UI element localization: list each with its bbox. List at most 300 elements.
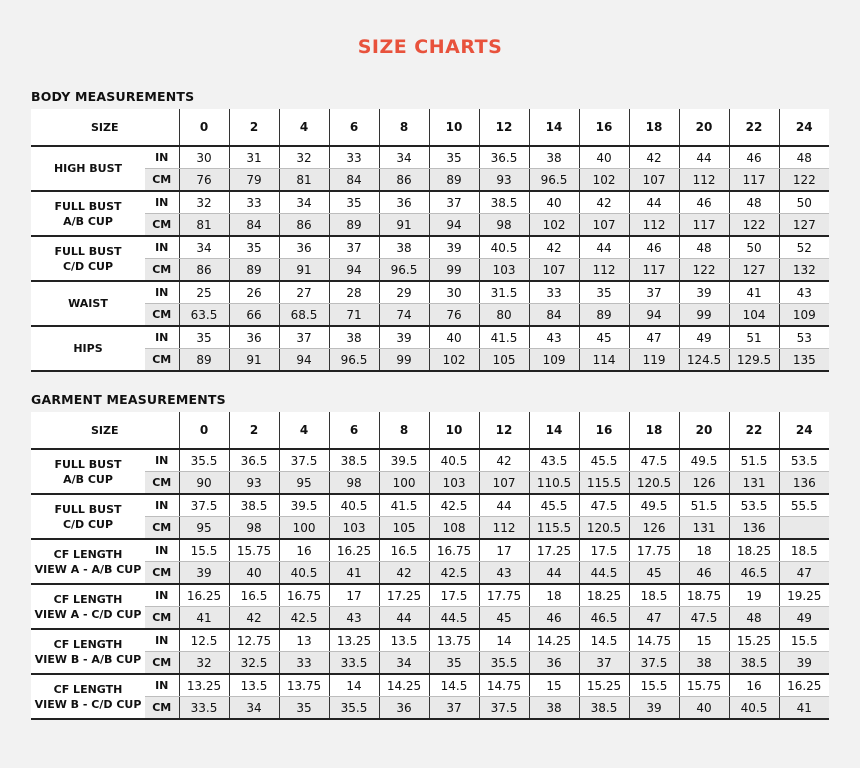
size-header-cell: 6 bbox=[329, 109, 379, 146]
value-cell: 40 bbox=[529, 191, 579, 214]
value-cell: 37 bbox=[429, 191, 479, 214]
value-cell: 94 bbox=[329, 259, 379, 282]
value-cell: 46 bbox=[729, 146, 779, 169]
value-cell: 42 bbox=[379, 562, 429, 585]
measurement-label-line: A/B CUP bbox=[63, 214, 113, 228]
value-cell: 38.5 bbox=[479, 191, 529, 214]
value-cell: 112 bbox=[629, 214, 679, 237]
size-header-cell: 2 bbox=[229, 412, 279, 449]
measurement-label-line: FULL BUST bbox=[54, 502, 122, 516]
value-cell: 14.5 bbox=[579, 629, 629, 652]
measurement-label bbox=[31, 146, 145, 191]
value-cell: 46.5 bbox=[729, 562, 779, 585]
value-cell: 94 bbox=[279, 349, 329, 372]
measurement-label bbox=[31, 494, 145, 539]
value-cell: 122 bbox=[729, 214, 779, 237]
value-cell: 18.25 bbox=[729, 539, 779, 562]
value-cell: 89 bbox=[429, 169, 479, 192]
value-cell: 81 bbox=[279, 169, 329, 192]
measurement-label-line: FULL BUST bbox=[54, 457, 122, 471]
value-cell: 48 bbox=[679, 236, 729, 259]
value-cell: 104 bbox=[729, 304, 779, 327]
value-cell: 50 bbox=[779, 191, 829, 214]
value-cell: 129.5 bbox=[729, 349, 779, 372]
value-cell: 33.5 bbox=[179, 697, 229, 720]
measurement-label bbox=[31, 236, 145, 281]
value-cell: 44 bbox=[579, 236, 629, 259]
value-cell: 49 bbox=[679, 326, 729, 349]
value-cell: 35 bbox=[329, 191, 379, 214]
value-cell: 45 bbox=[479, 607, 529, 630]
value-cell: 117 bbox=[629, 259, 679, 282]
value-cell: 49 bbox=[779, 607, 829, 630]
value-cell: 39.5 bbox=[279, 494, 329, 517]
value-cell: 17.75 bbox=[629, 539, 679, 562]
value-cell: 112 bbox=[679, 169, 729, 192]
value-cell: 109 bbox=[529, 349, 579, 372]
table-row-in bbox=[31, 146, 829, 169]
value-cell: 45.5 bbox=[529, 494, 579, 517]
value-cell: 131 bbox=[729, 472, 779, 495]
value-cell: 98 bbox=[329, 472, 379, 495]
value-cell: 38.5 bbox=[729, 652, 779, 675]
unit-label-in: IN bbox=[145, 326, 179, 349]
value-cell: 18.5 bbox=[779, 539, 829, 562]
table-row-cm bbox=[31, 652, 829, 675]
size-header-cell: 14 bbox=[529, 412, 579, 449]
value-cell: 34 bbox=[179, 236, 229, 259]
value-cell: 33.5 bbox=[329, 652, 379, 675]
value-cell: 43 bbox=[779, 281, 829, 304]
size-header-cell: 2 bbox=[229, 109, 279, 146]
value-cell: 13.75 bbox=[429, 629, 479, 652]
value-cell: 41.5 bbox=[479, 326, 529, 349]
value-cell: 114 bbox=[579, 349, 629, 372]
size-header-cell: 6 bbox=[329, 412, 379, 449]
value-cell: 16.5 bbox=[379, 539, 429, 562]
value-cell: 40.5 bbox=[479, 236, 529, 259]
value-cell: 84 bbox=[229, 214, 279, 237]
size-header-cell: 0 bbox=[179, 109, 229, 146]
value-cell: 43 bbox=[329, 607, 379, 630]
unit-label-in: IN bbox=[145, 449, 179, 472]
value-cell: 42.5 bbox=[279, 607, 329, 630]
value-cell: 26 bbox=[229, 281, 279, 304]
value-cell: 109 bbox=[779, 304, 829, 327]
measurement-label bbox=[31, 281, 145, 326]
value-cell: 15 bbox=[679, 629, 729, 652]
value-cell: 46 bbox=[629, 236, 679, 259]
unit-label-cm: CM bbox=[145, 304, 179, 327]
size-header-cell: 0 bbox=[179, 412, 229, 449]
size-header-cell: 18 bbox=[629, 109, 679, 146]
value-cell: 40.5 bbox=[329, 494, 379, 517]
value-cell: 91 bbox=[379, 214, 429, 237]
value-cell: 35.5 bbox=[479, 652, 529, 675]
value-cell: 18.5 bbox=[629, 584, 679, 607]
value-cell: 44 bbox=[529, 562, 579, 585]
value-cell: 53 bbox=[779, 326, 829, 349]
measurement-label-line: WAIST bbox=[68, 297, 108, 310]
value-cell: 18.25 bbox=[579, 584, 629, 607]
table-row-in bbox=[31, 326, 829, 349]
unit-label-in: IN bbox=[145, 629, 179, 652]
body-measurements-table bbox=[31, 109, 829, 372]
value-cell: 16 bbox=[279, 539, 329, 562]
table-row-in bbox=[31, 236, 829, 259]
value-cell: 76 bbox=[179, 169, 229, 192]
value-cell: 107 bbox=[579, 214, 629, 237]
measurement-label-line: CF LENGTH bbox=[53, 592, 123, 606]
value-cell: 135 bbox=[779, 349, 829, 372]
size-header-cell: 8 bbox=[379, 109, 429, 146]
value-cell: 126 bbox=[629, 517, 679, 540]
size-header-cell: 10 bbox=[429, 109, 479, 146]
value-cell: 51 bbox=[729, 326, 779, 349]
value-cell: 35.5 bbox=[329, 697, 379, 720]
value-cell: 44 bbox=[629, 191, 679, 214]
value-cell: 41 bbox=[329, 562, 379, 585]
measurement-label bbox=[31, 191, 145, 236]
value-cell: 35 bbox=[429, 146, 479, 169]
value-cell: 36 bbox=[279, 236, 329, 259]
value-cell: 42 bbox=[629, 146, 679, 169]
value-cell: 107 bbox=[479, 472, 529, 495]
size-header-cell: 12 bbox=[479, 109, 529, 146]
value-cell: 46 bbox=[679, 562, 729, 585]
value-cell: 102 bbox=[579, 169, 629, 192]
value-cell: 42.5 bbox=[429, 494, 479, 517]
value-cell: 15.5 bbox=[629, 674, 679, 697]
value-cell: 39 bbox=[429, 236, 479, 259]
value-cell: 38 bbox=[679, 652, 729, 675]
value-cell: 102 bbox=[529, 214, 579, 237]
unit-label-cm: CM bbox=[145, 259, 179, 282]
value-cell: 74 bbox=[379, 304, 429, 327]
value-cell: 95 bbox=[279, 472, 329, 495]
value-cell: 103 bbox=[479, 259, 529, 282]
value-cell: 122 bbox=[779, 169, 829, 192]
table-row-cm bbox=[31, 517, 829, 540]
body-measurements-heading: BODY MEASUREMENTS bbox=[31, 89, 195, 104]
size-header-cell: 12 bbox=[479, 412, 529, 449]
value-cell: 36.5 bbox=[479, 146, 529, 169]
measurement-label bbox=[31, 449, 145, 494]
unit-label-cm: CM bbox=[145, 214, 179, 237]
value-cell: 13.25 bbox=[179, 674, 229, 697]
value-cell: 14.25 bbox=[379, 674, 429, 697]
value-cell: 18 bbox=[679, 539, 729, 562]
size-header-cell: 24 bbox=[779, 109, 829, 146]
value-cell: 46 bbox=[679, 191, 729, 214]
value-cell: 68.5 bbox=[279, 304, 329, 327]
size-header-cell: 16 bbox=[579, 412, 629, 449]
value-cell: 42.5 bbox=[429, 562, 479, 585]
value-cell: 117 bbox=[729, 169, 779, 192]
value-cell: 86 bbox=[179, 259, 229, 282]
value-cell: 71 bbox=[329, 304, 379, 327]
value-cell: 19.25 bbox=[779, 584, 829, 607]
size-header-label: SIZE bbox=[31, 412, 179, 449]
value-cell: 43 bbox=[479, 562, 529, 585]
value-cell: 51.5 bbox=[679, 494, 729, 517]
value-cell: 81 bbox=[179, 214, 229, 237]
value-cell: 47 bbox=[629, 326, 679, 349]
value-cell: 48 bbox=[779, 146, 829, 169]
value-cell: 12.5 bbox=[179, 629, 229, 652]
value-cell: 38 bbox=[379, 236, 429, 259]
table-row-cm bbox=[31, 562, 829, 585]
table-row-in bbox=[31, 449, 829, 472]
value-cell: 112 bbox=[579, 259, 629, 282]
garment-measurements-table bbox=[31, 412, 829, 720]
value-cell: 94 bbox=[629, 304, 679, 327]
unit-label-in: IN bbox=[145, 494, 179, 517]
value-cell: 13.75 bbox=[279, 674, 329, 697]
table-row-cm bbox=[31, 697, 829, 720]
value-cell: 44 bbox=[679, 146, 729, 169]
value-cell: 30 bbox=[179, 146, 229, 169]
value-cell: 38.5 bbox=[579, 697, 629, 720]
value-cell: 120.5 bbox=[629, 472, 679, 495]
value-cell: 31 bbox=[229, 146, 279, 169]
value-cell: 40 bbox=[579, 146, 629, 169]
table-row-cm bbox=[31, 259, 829, 282]
value-cell: 45 bbox=[579, 326, 629, 349]
unit-label-cm: CM bbox=[145, 517, 179, 540]
size-header-cell: 14 bbox=[529, 109, 579, 146]
unit-label-in: IN bbox=[145, 281, 179, 304]
size-header-cell: 24 bbox=[779, 412, 829, 449]
table-row-in bbox=[31, 629, 829, 652]
measurement-label bbox=[31, 539, 145, 584]
value-cell: 35 bbox=[229, 236, 279, 259]
unit-label-cm: CM bbox=[145, 472, 179, 495]
value-cell: 55.5 bbox=[779, 494, 829, 517]
unit-label-cm: CM bbox=[145, 697, 179, 720]
size-header-cell: 20 bbox=[679, 412, 729, 449]
value-cell: 13.5 bbox=[229, 674, 279, 697]
value-cell: 47 bbox=[779, 562, 829, 585]
value-cell: 36 bbox=[379, 697, 429, 720]
value-cell: 95 bbox=[179, 517, 229, 540]
value-cell: 44.5 bbox=[579, 562, 629, 585]
measurement-label bbox=[31, 326, 145, 371]
value-cell: 42 bbox=[229, 607, 279, 630]
unit-label-cm: CM bbox=[145, 652, 179, 675]
value-cell: 63.5 bbox=[179, 304, 229, 327]
value-cell: 105 bbox=[479, 349, 529, 372]
value-cell: 17.25 bbox=[529, 539, 579, 562]
value-cell: 14.5 bbox=[429, 674, 479, 697]
value-cell: 39 bbox=[629, 697, 679, 720]
value-cell: 14 bbox=[479, 629, 529, 652]
value-cell: 16.25 bbox=[329, 539, 379, 562]
value-cell: 41.5 bbox=[379, 494, 429, 517]
unit-label-cm: CM bbox=[145, 607, 179, 630]
value-cell: 16.25 bbox=[179, 584, 229, 607]
value-cell: 93 bbox=[479, 169, 529, 192]
value-cell: 41 bbox=[179, 607, 229, 630]
value-cell: 45 bbox=[629, 562, 679, 585]
value-cell: 37.5 bbox=[479, 697, 529, 720]
value-cell: 38.5 bbox=[229, 494, 279, 517]
value-cell: 132 bbox=[779, 259, 829, 282]
value-cell: 124.5 bbox=[679, 349, 729, 372]
measurement-label-line: HIPS bbox=[73, 342, 103, 355]
value-cell: 96.5 bbox=[379, 259, 429, 282]
value-cell: 84 bbox=[529, 304, 579, 327]
value-cell: 115.5 bbox=[529, 517, 579, 540]
unit-label-in: IN bbox=[145, 191, 179, 214]
value-cell: 15 bbox=[529, 674, 579, 697]
value-cell: 16.5 bbox=[229, 584, 279, 607]
value-cell: 89 bbox=[579, 304, 629, 327]
size-header-cell: 16 bbox=[579, 109, 629, 146]
value-cell: 96.5 bbox=[529, 169, 579, 192]
value-cell: 32 bbox=[179, 191, 229, 214]
value-cell: 42 bbox=[479, 449, 529, 472]
value-cell: 44 bbox=[479, 494, 529, 517]
measurement-label-line: HIGH BUST bbox=[53, 162, 123, 175]
value-cell: 89 bbox=[229, 259, 279, 282]
value-cell: 100 bbox=[379, 472, 429, 495]
value-cell: 90 bbox=[179, 472, 229, 495]
measurement-label-line: VIEW A - A/B CUP bbox=[34, 562, 142, 576]
value-cell: 17 bbox=[329, 584, 379, 607]
size-header-cell: 4 bbox=[279, 109, 329, 146]
value-cell: 76 bbox=[429, 304, 479, 327]
value-cell: 31.5 bbox=[479, 281, 529, 304]
value-cell: 110.5 bbox=[529, 472, 579, 495]
value-cell: 40 bbox=[679, 697, 729, 720]
value-cell: 80 bbox=[479, 304, 529, 327]
measurement-label-line: VIEW A - C/D CUP bbox=[34, 607, 142, 621]
size-header-label: SIZE bbox=[31, 109, 179, 146]
value-cell: 16.75 bbox=[279, 584, 329, 607]
measurement-label-line: CF LENGTH bbox=[53, 682, 123, 696]
unit-label-cm: CM bbox=[145, 562, 179, 585]
value-cell: 38.5 bbox=[329, 449, 379, 472]
value-cell: 33 bbox=[529, 281, 579, 304]
value-cell: 47.5 bbox=[629, 449, 679, 472]
table-row-in bbox=[31, 584, 829, 607]
size-header-cell: 8 bbox=[379, 412, 429, 449]
value-cell: 39.5 bbox=[379, 449, 429, 472]
value-cell: 36.5 bbox=[229, 449, 279, 472]
value-cell: 38 bbox=[529, 697, 579, 720]
value-cell: 32 bbox=[279, 146, 329, 169]
value-cell: 39 bbox=[179, 562, 229, 585]
value-cell: 17.5 bbox=[429, 584, 479, 607]
value-cell: 107 bbox=[529, 259, 579, 282]
size-header-row bbox=[31, 412, 829, 449]
value-cell: 107 bbox=[629, 169, 679, 192]
value-cell bbox=[779, 517, 829, 540]
value-cell: 17 bbox=[479, 539, 529, 562]
value-cell: 46 bbox=[529, 607, 579, 630]
value-cell: 34 bbox=[379, 146, 429, 169]
value-cell: 17.5 bbox=[579, 539, 629, 562]
measurement-label bbox=[31, 674, 145, 719]
value-cell: 102 bbox=[429, 349, 479, 372]
value-cell: 37.5 bbox=[279, 449, 329, 472]
value-cell: 99 bbox=[679, 304, 729, 327]
value-cell: 14.25 bbox=[529, 629, 579, 652]
value-cell: 38 bbox=[529, 146, 579, 169]
value-cell: 39 bbox=[379, 326, 429, 349]
value-cell: 15.25 bbox=[579, 674, 629, 697]
value-cell: 103 bbox=[329, 517, 379, 540]
value-cell: 115.5 bbox=[579, 472, 629, 495]
value-cell: 91 bbox=[229, 349, 279, 372]
value-cell: 37 bbox=[629, 281, 679, 304]
value-cell: 42 bbox=[529, 236, 579, 259]
unit-label-in: IN bbox=[145, 584, 179, 607]
value-cell: 112 bbox=[479, 517, 529, 540]
value-cell: 136 bbox=[779, 472, 829, 495]
value-cell: 99 bbox=[379, 349, 429, 372]
table-row-in bbox=[31, 494, 829, 517]
value-cell: 14 bbox=[329, 674, 379, 697]
value-cell: 30 bbox=[429, 281, 479, 304]
measurement-label-line: VIEW B - C/D CUP bbox=[34, 697, 142, 711]
unit-label-in: IN bbox=[145, 674, 179, 697]
value-cell: 32.5 bbox=[229, 652, 279, 675]
value-cell: 35 bbox=[579, 281, 629, 304]
value-cell: 13.5 bbox=[379, 629, 429, 652]
value-cell: 18 bbox=[529, 584, 579, 607]
value-cell: 98 bbox=[479, 214, 529, 237]
table-row-cm bbox=[31, 349, 829, 372]
value-cell: 39 bbox=[779, 652, 829, 675]
size-header-cell: 4 bbox=[279, 412, 329, 449]
table-row-cm bbox=[31, 214, 829, 237]
value-cell: 94 bbox=[429, 214, 479, 237]
value-cell: 89 bbox=[329, 214, 379, 237]
value-cell: 53.5 bbox=[779, 449, 829, 472]
table-row-in bbox=[31, 674, 829, 697]
measurement-label-line: A/B CUP bbox=[63, 472, 113, 486]
value-cell: 18.75 bbox=[679, 584, 729, 607]
value-cell: 99 bbox=[429, 259, 479, 282]
measurement-label bbox=[31, 629, 145, 674]
value-cell: 16 bbox=[729, 674, 779, 697]
value-cell: 98 bbox=[229, 517, 279, 540]
value-cell: 33 bbox=[279, 652, 329, 675]
value-cell: 15.25 bbox=[729, 629, 779, 652]
measurement-label-line: FULL BUST bbox=[54, 199, 122, 213]
value-cell: 91 bbox=[279, 259, 329, 282]
table-row-cm bbox=[31, 607, 829, 630]
size-header-cell: 22 bbox=[729, 109, 779, 146]
value-cell: 51.5 bbox=[729, 449, 779, 472]
value-cell: 27 bbox=[279, 281, 329, 304]
size-header-cell: 10 bbox=[429, 412, 479, 449]
value-cell: 96.5 bbox=[329, 349, 379, 372]
table-row-cm bbox=[31, 472, 829, 495]
value-cell: 38 bbox=[329, 326, 379, 349]
value-cell: 86 bbox=[379, 169, 429, 192]
value-cell: 33 bbox=[229, 191, 279, 214]
value-cell: 34 bbox=[279, 191, 329, 214]
value-cell: 14.75 bbox=[479, 674, 529, 697]
size-header-cell: 20 bbox=[679, 109, 729, 146]
value-cell: 40.5 bbox=[429, 449, 479, 472]
unit-label-cm: CM bbox=[145, 349, 179, 372]
value-cell: 49.5 bbox=[679, 449, 729, 472]
value-cell: 34 bbox=[379, 652, 429, 675]
